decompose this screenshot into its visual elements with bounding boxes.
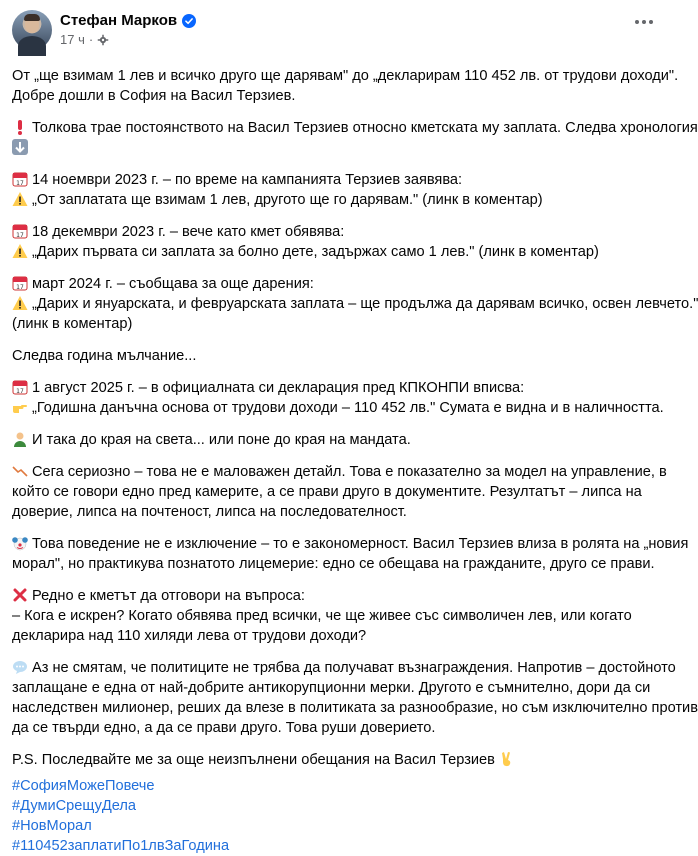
timeline-entry (12, 222, 664, 262)
text-line: P.S. Последвайте ме за още неизпълнени обещания на Васил Терзиев (12, 752, 495, 768)
hashtag-link[interactable]: #110452заплатиПо1лвЗаГодина (12, 838, 230, 854)
warning-icon (12, 243, 28, 259)
text-line: Редно е кметът да отговори на въпроса: (32, 588, 305, 604)
author-meta (60, 10, 196, 47)
calendar-icon (12, 223, 28, 239)
hashtag-link[interactable]: #ДумиСрещуДела (12, 798, 137, 814)
text-line: И така до края на света... или поне до края на мандата. (32, 432, 411, 448)
chart-down-icon (12, 463, 28, 479)
text-line: Аз не смятам, че политиците не трябва да получават възнаграждения. Напротив – достойното (32, 660, 676, 676)
text-line: Толкова трае постоянството на Васил Терзиев относно кметската му заплата. Следва хронология (32, 120, 698, 136)
hashtag-list (12, 776, 664, 856)
calendar-icon (12, 171, 28, 187)
chronology-intro (12, 118, 698, 158)
text-line: наследствен милионер, реших да влезе в политиката за разнообразие, но съм изключително против (12, 700, 698, 716)
calendar-icon (12, 379, 28, 395)
avatar[interactable] (12, 10, 52, 50)
timeline-entry (12, 378, 664, 418)
separator-dot: · (88, 32, 94, 47)
text-line: (линк в коментар) (12, 316, 133, 332)
text-line: март 2024 г. – съобщава за още дарения: (32, 276, 314, 292)
text-line: От „ще взимам 1 лев и всичко друго ще дарявам" до „декларирам 110 452 лв. от трудови доходи". (12, 68, 679, 84)
exclamation-icon (12, 119, 28, 135)
silence-paragraph (12, 346, 664, 366)
warning-icon (12, 295, 28, 311)
verified-badge-icon (182, 14, 196, 28)
text-line: 1 август 2025 г. – в официалната си декларация пред КПКОНПИ вписва: (32, 380, 525, 396)
text-line: Следва година мълчание... (12, 348, 197, 364)
down-arrow-icon (12, 139, 28, 155)
post-header (12, 10, 664, 58)
svg-text:17: 17 (16, 232, 24, 239)
text-line: „Дарих първата си заплата за болно дете, задържах само 1 лев." (линк в коментар) (32, 244, 599, 260)
text-line: 14 ноември 2023 г. – по време на кампанията Терзиев заявява: (32, 172, 463, 188)
text-line: който се говори едно пред камерите, а се прави друго в документите. Резултатът – липса на (12, 484, 642, 500)
speech-paragraph (12, 658, 698, 738)
timeline-entry (12, 170, 664, 210)
svg-text:17: 17 (16, 388, 24, 395)
end-paragraph (12, 430, 664, 450)
warning-icon (12, 191, 28, 207)
timeline-entry (12, 274, 698, 334)
svg-text:17: 17 (16, 180, 24, 187)
more-options-button[interactable] (632, 14, 656, 30)
calendar-icon (12, 275, 28, 291)
victory-hand-icon (499, 751, 515, 767)
text-line: „Годишна данъчна основа от трудови доходи – 110 452 лв." Сумата е видна и в наличността. (32, 400, 664, 416)
hashtag-link[interactable]: #СофияМожеПовече (12, 778, 155, 794)
person-icon (12, 431, 28, 447)
svg-text:17: 17 (16, 284, 24, 291)
settings-gear-icon (97, 34, 109, 46)
text-line: 18 декември 2023 г. – вече като кмет обявява: (32, 224, 345, 240)
author-name[interactable]: Стефан Марков (60, 12, 178, 29)
serious-paragraph (12, 462, 667, 522)
text-line: Сега сериозно – това не е маловажен детайл. Това е показателно за модел на управление, в (32, 464, 667, 480)
hashtag-link[interactable]: #НовМорал (12, 818, 92, 834)
text-line: „Дарих и януарската, и февруарската заплата – ще продължа да дарявам всичко, освен левчето." (32, 296, 698, 312)
question-paragraph (12, 586, 664, 646)
clown-paragraph (12, 534, 689, 574)
intro-paragraph (12, 66, 679, 106)
text-line: Това поведение не е изключение – то е закономерност. Васил Терзиев влиза в ролята на „новия (32, 536, 689, 552)
text-line: – Кога е искрен? Когато обявява пред всички, че ще живее със символичен лев, или когато (12, 608, 632, 624)
text-line: да се твърди едно, а да се прави друго. Това руши доверието. (12, 720, 436, 736)
text-line: декларира над 110 хиляди лева от трудови доходи? (12, 628, 367, 644)
speech-bubble-icon (12, 659, 28, 675)
pointing-hand-icon (12, 399, 28, 415)
post-time[interactable]: 17 ч (60, 32, 85, 47)
text-line: доверие, липса на почтеност, липса на последователност. (12, 504, 407, 520)
post-body (12, 66, 698, 856)
text-line: Добре дошли в София на Васил Терзиев. (12, 88, 296, 104)
text-line: „От заплатата ще взимам 1 лев, другото ще го дарявам." (линк в коментар) (32, 192, 543, 208)
text-line: морал", но практикува познатото лицемерие: едно се обещава на гражданите, друго се прави. (12, 556, 655, 572)
clown-face-icon (12, 535, 28, 551)
cross-mark-icon (12, 587, 28, 603)
ps-paragraph (12, 750, 664, 770)
text-line: заплащане е една от най-добрите антикорупционни мерки. Другото е съмнително, дори да си (12, 680, 651, 696)
